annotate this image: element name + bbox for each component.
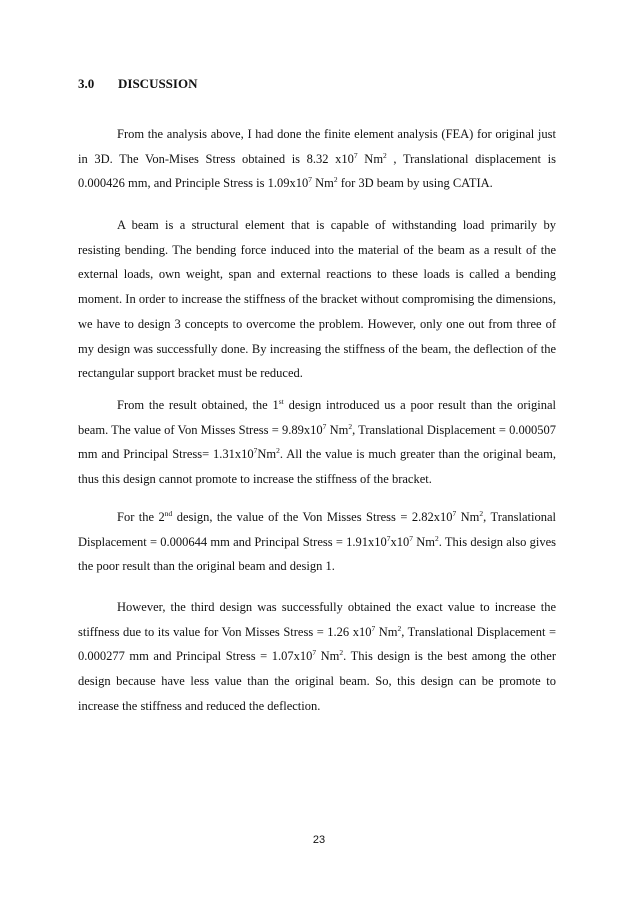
paragraph-design-2: For the 2nd design, the value of the Von Misses Stress = $2.82x10^7$ Nm$^2$, Translational Displacement = 0.000644 mm and Principal Stress = $1.91x10^7x10^7$ Nm$^2$. This design also gives the poor result than the original beam and design 1. xyxy=(78,508,557,574)
section-number: 3.0 xyxy=(78,76,95,91)
section-title: DISCUSSION xyxy=(118,76,198,91)
paragraph-design-3: However, the third design was successfully obtained the exact value to increase the stiffness due to its value for Von Misses Stress = 1.26 $x10^7$ Nm$^2$, Translational Displacement = 0.000277 mm and Principal Stress = $1.07x10^7$ Nm$^2$. This design is the best among the other design because have less value than the original beam. So, this design can be promote to increase the stiffness and reduced the deflection. xyxy=(78,600,557,713)
page-number: 23 xyxy=(312,834,326,846)
section-heading xyxy=(78,76,197,92)
paragraph-beam-definition: A beam is a structural element that is capable of withstanding load primarily by resisting bending. The bending force induced into the material of the beam as a result of the external loads, own weight, span and external reactions to these loads is called a bending moment. In order to increase the stiffness of the bracket without compromising the dimensions, we have to design 3 concepts to overcome the problem. However, only one out from three of my design was successfully done. By increasing the stiffness of the beam, the deflection of the rectangular support bracket must be reduced. xyxy=(78,218,556,381)
paragraph-original-analysis: From the analysis above, I had done the finite element analysis (FEA) for original just in 3D. The Von-Mises Stress obtained is 8.32 $x10^7$ Nm$^2$ , Translational displacement is 0.000426 mm, and Principle Stress is $1.09x10^7$ Nm$^2$ for 3D beam by using CATIA. xyxy=(78,127,556,191)
paragraph-design-1: From the result obtained, the 1st design introduced us a poor result than the original beam. The value of Von Misses Stress = $9.89x10^7$ Nm$^2$, Translational Displacement = 0.000507 mm and Principal Stress= $1.31x10^7Nm^2$. All the value is much greater than the original beam, thus this design cannot promote to increase the stiffness of the bracket. xyxy=(78,396,556,487)
